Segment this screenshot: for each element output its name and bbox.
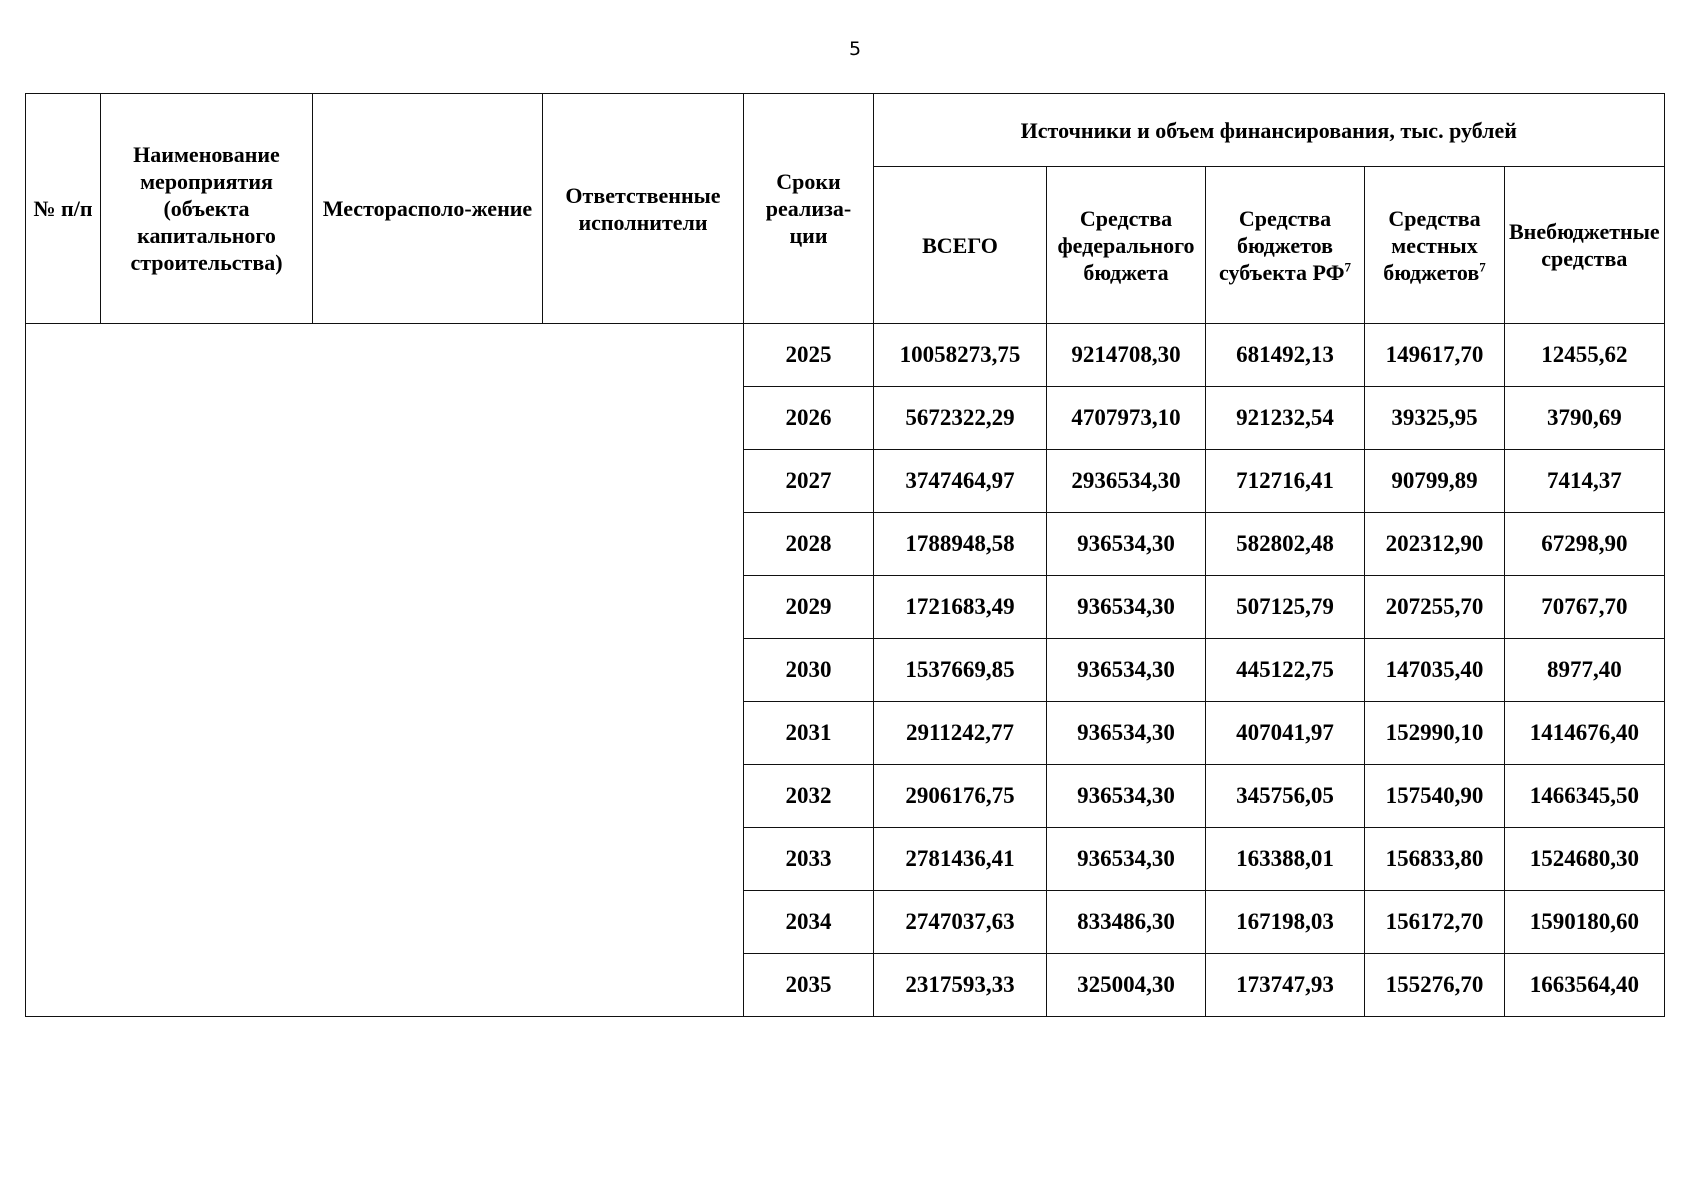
- merged-empty-cell: [26, 324, 744, 1017]
- cell-year: 2032: [744, 765, 874, 828]
- cell-extra: 67298,90: [1505, 513, 1665, 576]
- header-local: [1365, 167, 1505, 324]
- cell-total: 3747464,97: [874, 450, 1047, 513]
- cell-total: 1788948,58: [874, 513, 1047, 576]
- cell-total: 2317593,33: [874, 954, 1047, 1017]
- cell-local: 207255,70: [1365, 576, 1505, 639]
- cell-year: 2031: [744, 702, 874, 765]
- cell-subject: 712716,41: [1206, 450, 1365, 513]
- cell-total: 2911242,77: [874, 702, 1047, 765]
- cell-federal: 936534,30: [1047, 513, 1206, 576]
- cell-local: 156833,80: [1365, 828, 1505, 891]
- cell-local: 147035,40: [1365, 639, 1505, 702]
- cell-year: 2034: [744, 891, 874, 954]
- cell-total: 1537669,85: [874, 639, 1047, 702]
- cell-local: 202312,90: [1365, 513, 1505, 576]
- cell-federal: 325004,30: [1047, 954, 1206, 1017]
- table-row: [26, 324, 1665, 387]
- cell-total: 2906176,75: [874, 765, 1047, 828]
- header-federal: Средства федерального бюджета: [1047, 167, 1206, 324]
- cell-local: 149617,70: [1365, 324, 1505, 387]
- cell-year: 2029: [744, 576, 874, 639]
- cell-federal: 9214708,30: [1047, 324, 1206, 387]
- cell-federal: 936534,30: [1047, 765, 1206, 828]
- header-name: Наименование мероприятия (объекта капитального строительства): [101, 94, 313, 324]
- cell-local: 157540,90: [1365, 765, 1505, 828]
- cell-subject: 407041,97: [1206, 702, 1365, 765]
- header-sources-group: Источники и объем финансирования, тыс. рублей: [874, 94, 1665, 167]
- header-terms: Сроки реализа-ции: [744, 94, 874, 324]
- header-subject-label: Средства бюджетов субъекта РФ: [1219, 205, 1345, 285]
- cell-federal: 4707973,10: [1047, 387, 1206, 450]
- page-number: 5: [848, 38, 862, 60]
- cell-year: 2030: [744, 639, 874, 702]
- header-total: ВСЕГО: [874, 167, 1047, 324]
- cell-federal: 936534,30: [1047, 828, 1206, 891]
- cell-local: 39325,95: [1365, 387, 1505, 450]
- cell-federal: 833486,30: [1047, 891, 1206, 954]
- header-responsible: Ответственные исполнители: [543, 94, 744, 324]
- cell-federal: 936534,30: [1047, 576, 1206, 639]
- header-local-label: Средства местных бюджетов: [1383, 205, 1481, 285]
- header-subject: [1206, 167, 1365, 324]
- cell-subject: 345756,05: [1206, 765, 1365, 828]
- cell-subject: 582802,48: [1206, 513, 1365, 576]
- cell-extra: 3790,69: [1505, 387, 1665, 450]
- cell-total: 2747037,63: [874, 891, 1047, 954]
- cell-subject: 681492,13: [1206, 324, 1365, 387]
- cell-extra: 1524680,30: [1505, 828, 1665, 891]
- cell-year: 2027: [744, 450, 874, 513]
- financing-table: [25, 93, 1665, 1017]
- cell-year: 2026: [744, 387, 874, 450]
- cell-extra: 1466345,50: [1505, 765, 1665, 828]
- cell-total: 10058273,75: [874, 324, 1047, 387]
- cell-local: 152990,10: [1365, 702, 1505, 765]
- cell-subject: 173747,93: [1206, 954, 1365, 1017]
- cell-year: 2035: [744, 954, 874, 1017]
- cell-local: 155276,70: [1365, 954, 1505, 1017]
- cell-extra: 1414676,40: [1505, 702, 1665, 765]
- table-body: [26, 324, 1665, 1017]
- header-num: № п/п: [26, 94, 101, 324]
- cell-local: 90799,89: [1365, 450, 1505, 513]
- cell-federal: 936534,30: [1047, 639, 1206, 702]
- cell-extra: 8977,40: [1505, 639, 1665, 702]
- cell-extra: 7414,37: [1505, 450, 1665, 513]
- cell-extra: 1590180,60: [1505, 891, 1665, 954]
- cell-federal: 2936534,30: [1047, 450, 1206, 513]
- cell-subject: 507125,79: [1206, 576, 1365, 639]
- cell-local: 156172,70: [1365, 891, 1505, 954]
- cell-year: 2025: [744, 324, 874, 387]
- cell-subject: 163388,01: [1206, 828, 1365, 891]
- cell-total: 5672322,29: [874, 387, 1047, 450]
- header-location: Месторасполо-жение: [313, 94, 543, 324]
- header-row-top: [26, 94, 1665, 167]
- cell-federal: 936534,30: [1047, 702, 1206, 765]
- cell-year: 2028: [744, 513, 874, 576]
- cell-year: 2033: [744, 828, 874, 891]
- cell-subject: 167198,03: [1206, 891, 1365, 954]
- header-local-footnote: 7: [1479, 259, 1486, 275]
- cell-extra: 12455,62: [1505, 324, 1665, 387]
- cell-total: 1721683,49: [874, 576, 1047, 639]
- header-subject-footnote: 7: [1344, 259, 1351, 275]
- cell-subject: 921232,54: [1206, 387, 1365, 450]
- cell-total: 2781436,41: [874, 828, 1047, 891]
- cell-extra: 70767,70: [1505, 576, 1665, 639]
- cell-extra: 1663564,40: [1505, 954, 1665, 1017]
- cell-subject: 445122,75: [1206, 639, 1365, 702]
- header-extra: Внебюджетные средства: [1505, 167, 1665, 324]
